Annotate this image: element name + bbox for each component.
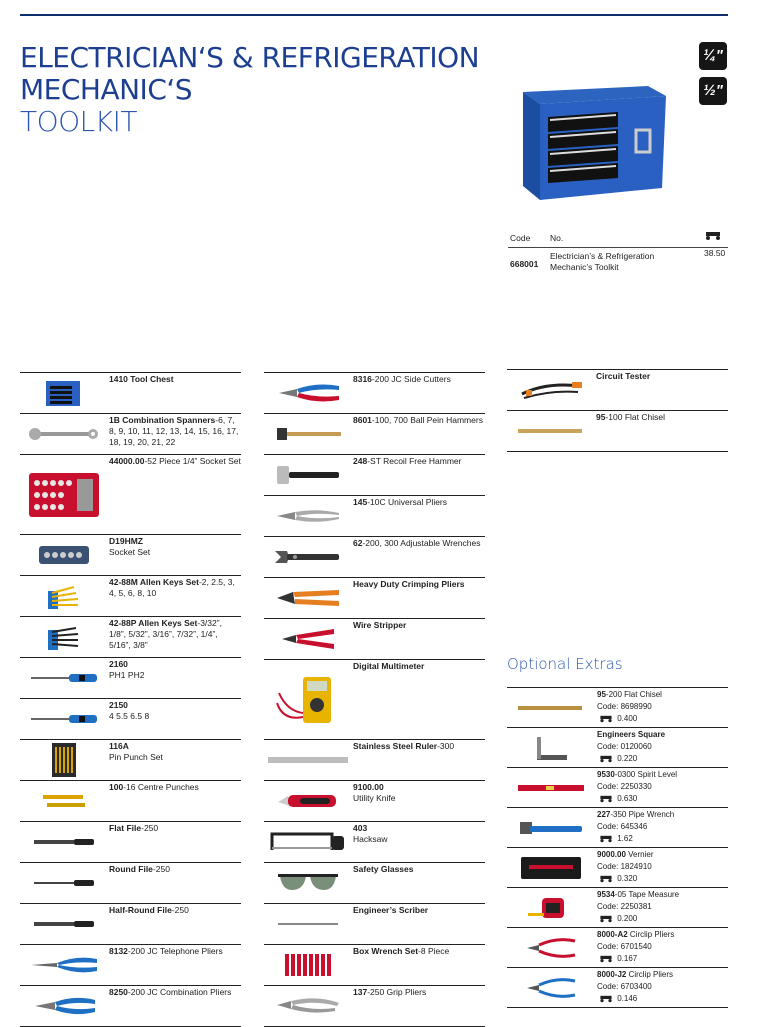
spec-header: [508, 231, 728, 248]
item-code: 248: [353, 456, 368, 466]
list-item: [20, 944, 241, 985]
weight-icon: [597, 995, 615, 1003]
item-weight: 0.200: [617, 914, 638, 923]
spec-table: [508, 231, 728, 278]
list-item: [264, 739, 485, 780]
list-item: [507, 847, 728, 887]
list-item: [20, 903, 241, 944]
item-code: Half-Round File: [109, 905, 172, 915]
spanner-icon: [20, 414, 108, 454]
crimping-pliers-icon: [264, 578, 352, 618]
item-weight: 0.220: [617, 754, 638, 763]
item-code: Engineers Square: [597, 730, 666, 739]
recoil-free-hammer-icon: [264, 455, 352, 495]
circlip-pliers-icon: [507, 968, 595, 1008]
weight-icon: [597, 915, 615, 923]
list-item: [264, 780, 485, 821]
item-detail: Socket Set: [109, 547, 151, 557]
item-code: 42-88M: [109, 577, 138, 587]
item-detail: -200 JC Telephone Pliers: [127, 946, 223, 956]
list-item: [20, 698, 241, 739]
item-ref: Code: 2250330: [597, 782, 652, 791]
spec-col-code: Code: [510, 233, 531, 243]
item-code: Heavy Duty Crimping Pliers: [353, 579, 465, 589]
list-item: [507, 369, 728, 410]
item-ref: Code: 0120060: [597, 742, 652, 751]
item-detail: -300: [437, 741, 455, 751]
list-item: [264, 821, 485, 862]
tool-chest-image: [518, 82, 668, 202]
item-code: 145: [353, 497, 368, 507]
title-line-1: ELECTRICIAN‘S & REFRIGERATION: [20, 41, 480, 74]
list-item: [20, 821, 241, 862]
spirit-level-icon: [507, 768, 595, 808]
item-name: Allen Keys Set: [136, 618, 198, 628]
list-item: [264, 618, 485, 659]
list-item: [20, 413, 241, 454]
ball-pein-hammer-icon: [264, 414, 352, 454]
tool-chest-icon: [20, 373, 108, 413]
list-item: [264, 536, 485, 577]
item-code: Safety Glasses: [353, 864, 414, 874]
list-item: [507, 807, 728, 847]
item-code: Round File: [109, 864, 153, 874]
item-name: -200 Flat Chisel: [605, 690, 662, 699]
spec-weight: 38.50: [704, 248, 726, 258]
tool-list-column-3: [507, 369, 728, 452]
page-title: [20, 42, 479, 138]
item-name: Vernier: [625, 850, 654, 859]
list-item: [507, 687, 728, 727]
list-item: [507, 967, 728, 1008]
item-detail: -250: [171, 905, 189, 915]
item-name: -0300 Spirit Level: [614, 770, 678, 779]
item-code: 8000-A2: [597, 930, 628, 939]
item-detail: Pin Punch Set: [109, 752, 163, 762]
list-item: [507, 927, 728, 967]
centre-punch-icon: [20, 781, 108, 821]
spec-description: Electrician’s & Refrigeration Mechanic’s Toolkit: [550, 251, 655, 272]
item-name: Combination Spanners: [119, 415, 216, 425]
round-file-icon: [20, 863, 108, 903]
screwdriver-icon: [20, 658, 108, 698]
item-ref: Code: 2250381: [597, 902, 652, 911]
side-cutters-icon: [264, 373, 352, 413]
socket-case-icon: [20, 535, 108, 575]
item-code: 9530: [597, 770, 615, 779]
list-item: [20, 616, 241, 657]
weight-icon: [597, 795, 615, 803]
item-code: 9534: [597, 890, 615, 899]
item-weight: 0.630: [617, 794, 638, 803]
item-code: 100: [109, 782, 124, 792]
item-code: Digital Multimeter: [353, 661, 425, 671]
box-wrench-set-icon: [264, 945, 352, 985]
item-code: Wire Stripper: [353, 620, 407, 630]
weight-icon: [704, 231, 722, 243]
item-weight: 0.400: [617, 714, 638, 723]
combination-pliers-icon: [20, 986, 108, 1026]
item-code: 2150: [109, 700, 128, 710]
engineers-square-icon: [507, 728, 595, 768]
item-name: Circlip Pliers: [627, 930, 675, 939]
item-weight: 0.167: [617, 954, 638, 963]
tool-list-column-1: [20, 372, 241, 1027]
item-code: 95: [596, 412, 606, 422]
item-code: 116A: [109, 741, 129, 751]
item-code: 8132: [109, 946, 128, 956]
item-code: 95: [597, 690, 606, 699]
circlip-pliers-icon: [507, 928, 595, 968]
item-detail: -200, 300 Adjustable Wrenches: [362, 538, 481, 548]
screwdriver-icon: [20, 699, 108, 739]
item-code: 8316: [353, 374, 372, 384]
flat-chisel-icon: [507, 688, 595, 728]
grip-pliers-icon: [264, 986, 352, 1026]
vernier-icon: [507, 848, 595, 888]
list-item: [20, 862, 241, 903]
weight-icon: [597, 955, 615, 963]
item-name: Tool Chest: [127, 374, 174, 384]
item-ref: Code: 1824910: [597, 862, 652, 871]
item-name: -350 Pipe Wrench: [610, 810, 675, 819]
list-item: [507, 727, 728, 767]
pin-punch-set-icon: [20, 740, 108, 780]
spec-col-no: No.: [550, 233, 564, 243]
item-code: 403: [353, 823, 368, 833]
list-item: [264, 372, 485, 413]
allen-keys-icon: [20, 576, 108, 616]
list-item: [264, 495, 485, 536]
item-detail: -250: [141, 823, 159, 833]
steel-ruler-icon: [264, 740, 352, 780]
item-detail: 4 5.5 6.5 8: [109, 711, 150, 721]
item-weight: 0.320: [617, 874, 638, 883]
item-code: Circuit Tester: [596, 371, 651, 381]
list-item: [20, 985, 241, 1027]
item-ref: Code: 6701540: [597, 942, 652, 951]
item-detail: -250: [152, 864, 170, 874]
item-code: 42-88P: [109, 618, 137, 628]
weight-icon: [597, 715, 615, 723]
weight-icon: [597, 875, 615, 883]
item-code: 8000-J2: [597, 970, 627, 979]
item-code: 8250: [109, 987, 128, 997]
item-code: 62: [353, 538, 363, 548]
item-code: 9100.00: [353, 782, 384, 792]
scriber-icon: [264, 904, 352, 944]
item-code: 1410: [109, 374, 128, 384]
list-item: [264, 903, 485, 944]
pipe-wrench-icon: [507, 808, 595, 848]
item-detail: Hacksaw: [353, 834, 388, 844]
item-detail: -10C Universal Pliers: [367, 497, 448, 507]
item-detail: -100 Flat Chisel: [605, 412, 665, 422]
item-detail: PH1 PH2: [109, 670, 145, 680]
item-detail: -200 JC Combination Pliers: [127, 987, 232, 997]
item-code: 1B: [109, 415, 120, 425]
item-code: Flat File: [109, 823, 142, 833]
list-item: [507, 767, 728, 807]
item-code: 227: [597, 810, 611, 819]
tool-list-column-2: [264, 372, 485, 1027]
half-round-file-icon: [20, 904, 108, 944]
item-ref: Code: 8698990: [597, 702, 652, 711]
item-name: Circlip Pliers: [626, 970, 674, 979]
weight-icon: [597, 755, 615, 763]
item-detail: -8 Piece: [418, 946, 450, 956]
item-code: 44000.00: [109, 456, 145, 466]
list-item: [20, 780, 241, 821]
item-ref: Code: 645346: [597, 822, 648, 831]
top-rule: [20, 14, 728, 16]
adjustable-wrench-icon: [264, 537, 352, 577]
universal-pliers-icon: [264, 496, 352, 536]
item-ref: Code: 6703400: [597, 982, 652, 991]
item-code: 8601: [353, 415, 372, 425]
list-item: [264, 659, 485, 739]
item-code: D19HMZ: [109, 536, 144, 546]
list-item: [20, 372, 241, 413]
title-line-3: TOOLKIT: [20, 105, 138, 138]
list-item: [507, 410, 728, 452]
spec-code: 668001: [510, 259, 539, 269]
circuit-tester-icon: [507, 370, 595, 410]
telephone-pliers-icon: [20, 945, 108, 985]
item-code: Box Wrench Set: [353, 946, 419, 956]
list-item: [20, 534, 241, 575]
item-detail: Utility Knife: [353, 793, 396, 803]
item-detail: -ST Recoil Free Hammer: [367, 456, 462, 466]
list-item: [264, 413, 485, 454]
socket-set-icon: [20, 455, 108, 534]
item-detail: -16 Centre Punches: [123, 782, 199, 792]
flat-file-icon: [20, 822, 108, 862]
wire-stripper-icon: [264, 619, 352, 659]
list-item: [20, 657, 241, 698]
item-name: -05 Tape Measure: [614, 890, 680, 899]
item-code: Stainless Steel Ruler: [353, 741, 438, 751]
item-detail: -6, 7, 8, 9, 10, 11, 12, 13, 14, 15, 16, 17, 18, 19, 20, 21, 22: [109, 415, 239, 447]
item-detail: -2, 2.5, 3, 4, 5, 6, 8, 10: [109, 577, 235, 598]
item-code: 2160: [109, 659, 128, 669]
item-weight: 1.62: [617, 834, 633, 843]
list-item: [264, 985, 485, 1027]
multimeter-icon: [264, 660, 352, 739]
spec-row: [508, 248, 728, 278]
optional-extras-list: [507, 687, 728, 1008]
safety-glasses-icon: [264, 863, 352, 903]
title-line-2: MECHANIC‘S: [20, 73, 193, 106]
list-item: [20, 575, 241, 616]
item-detail: -3/32”, 1/8”, 5/32”, 3/16”, 7/32”, 1/4”, 5/16”, 3/8”: [109, 618, 222, 650]
list-item: [507, 887, 728, 927]
list-item: [20, 454, 241, 534]
item-detail: -100, 700 Ball Pein Hammers: [371, 415, 483, 425]
item-name: Allen Keys Set: [137, 577, 199, 587]
list-item: [20, 739, 241, 780]
item-detail: -200 JC Side Cutters: [371, 374, 451, 384]
allen-keys-icon: [20, 617, 108, 657]
item-code: 9000.00: [597, 850, 626, 859]
flat-chisel-icon: [507, 411, 595, 451]
weight-icon: [597, 835, 615, 843]
item-weight: 0.146: [617, 994, 638, 1003]
list-item: [264, 577, 485, 618]
optional-extras-title: Optional Extras: [507, 655, 623, 673]
list-item: [264, 944, 485, 985]
utility-knife-icon: [264, 781, 352, 821]
hacksaw-icon: [264, 822, 352, 862]
item-detail: -250 Grip Pliers: [367, 987, 427, 997]
quarter-inch-badge: ¼": [699, 42, 727, 70]
list-item: [264, 454, 485, 495]
item-code: 137: [353, 987, 368, 997]
tape-measure-icon: [507, 888, 595, 928]
list-item: [264, 862, 485, 903]
item-detail: -52 Piece 1/4” Socket Set: [144, 456, 241, 466]
half-inch-badge: ½": [699, 77, 727, 105]
item-code: Engineer’s Scriber: [353, 905, 429, 915]
